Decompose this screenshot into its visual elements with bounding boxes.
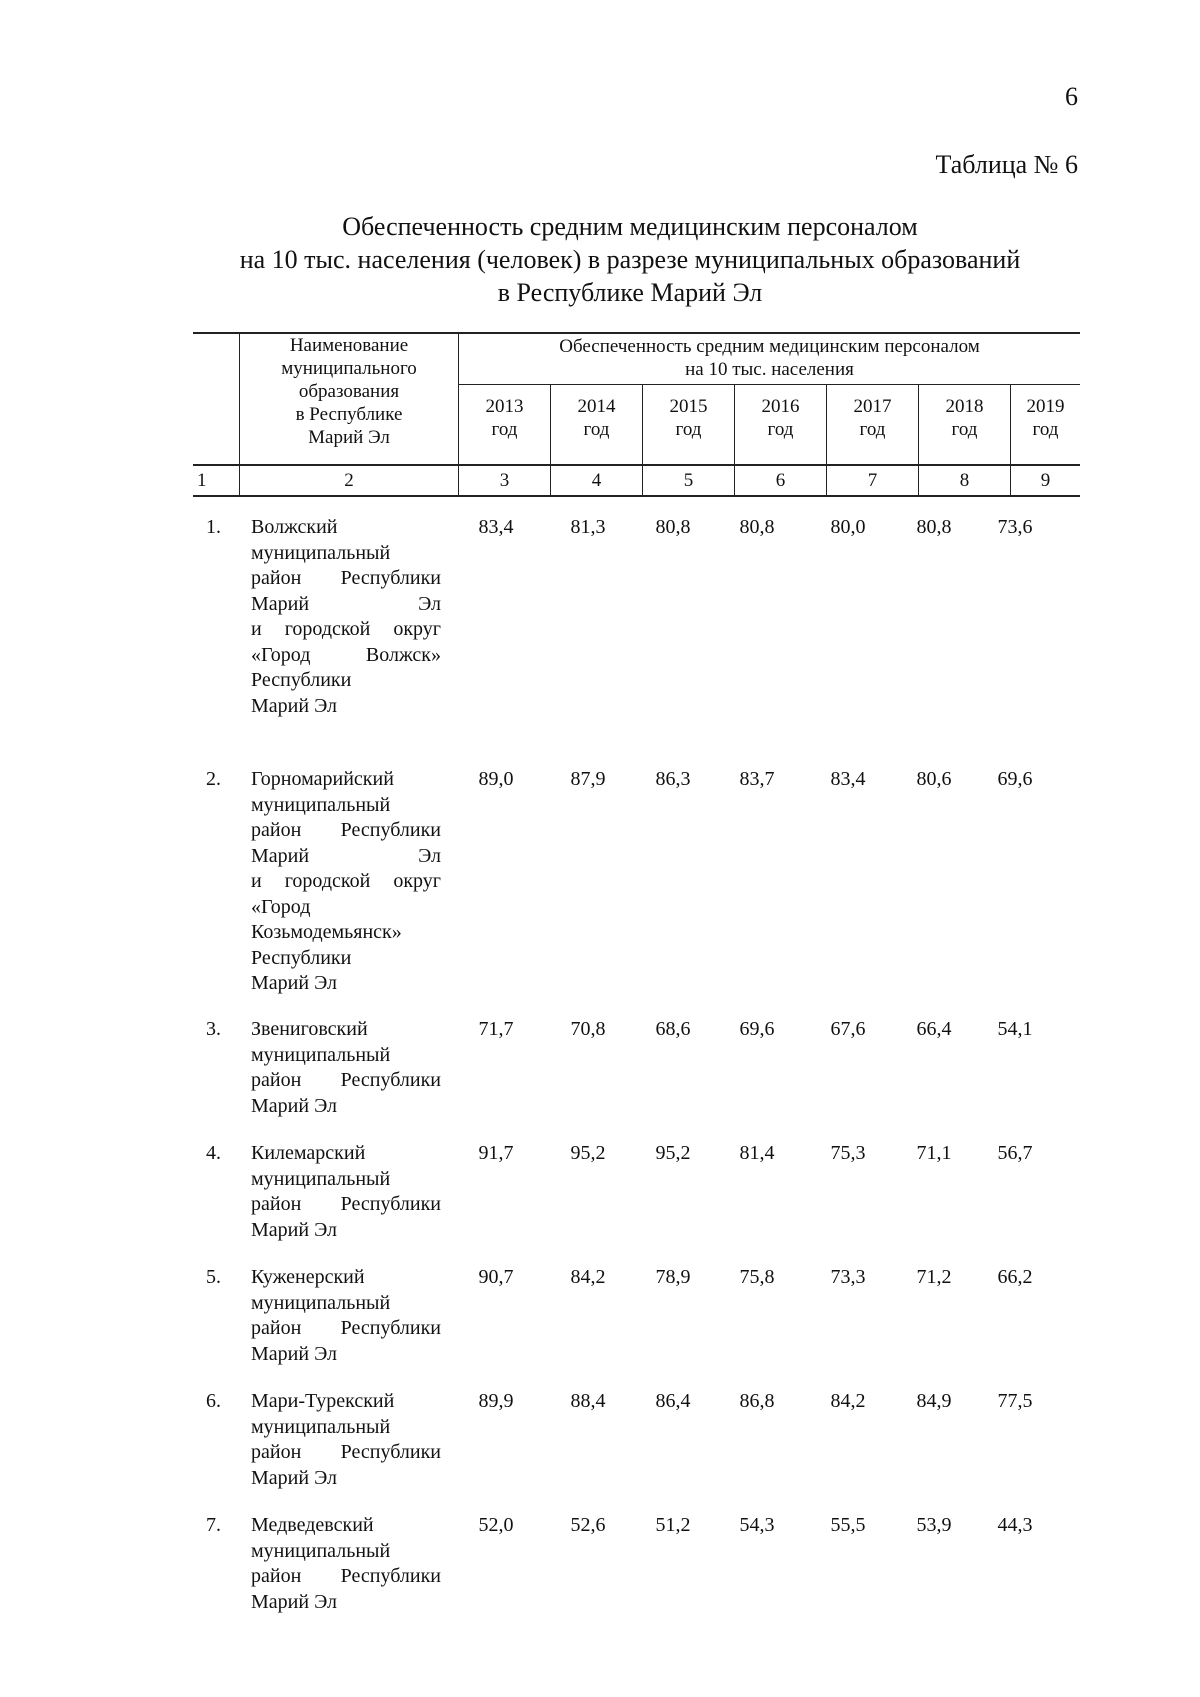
year-header: 2014 год (577, 396, 616, 440)
name-word: Республики (340, 1317, 441, 1339)
name-word: Звениговский (251, 1018, 368, 1040)
name-line (251, 946, 441, 972)
name-header-line: муниципального (281, 358, 417, 379)
row-number: 5. (206, 1266, 221, 1288)
table-label: Таблица № 6 (935, 150, 1078, 179)
name-line (251, 1167, 441, 1193)
col-number: 9 (1040, 470, 1051, 491)
name-line (251, 1192, 441, 1218)
name-word: район (251, 819, 302, 841)
name-word: муниципальный (251, 1539, 391, 1562)
name-line (251, 895, 441, 921)
value-cell: 73,3 (830, 1266, 866, 1288)
name-header-line: Наименование (289, 335, 409, 356)
name-line (251, 1068, 441, 1094)
municipality-name (251, 1513, 441, 1615)
name-header-line: образования (298, 381, 400, 402)
name-word: Республики (340, 819, 441, 841)
col-number: 3 (499, 470, 510, 491)
name-word: «Город (251, 643, 311, 666)
name-word: Республики (340, 1565, 441, 1587)
name-line (251, 1043, 441, 1069)
value-cell: 90,7 (478, 1266, 514, 1288)
year-header: 2015 год (669, 396, 708, 440)
year-header: 2017 год (853, 396, 892, 440)
name-line (251, 971, 441, 997)
name-word: муниципальный (251, 1415, 391, 1438)
value-cell: 66,2 (997, 1266, 1033, 1288)
value-cell: 71,7 (478, 1018, 514, 1040)
name-word: и (251, 618, 262, 640)
municipality-name (251, 1389, 441, 1491)
name-word: Марий (251, 592, 310, 615)
value-cell: 66,4 (916, 1018, 952, 1040)
value-cell: 77,5 (997, 1390, 1033, 1412)
value-cell: 56,7 (997, 1142, 1033, 1164)
name-word: Республики (340, 1193, 441, 1215)
value-cell: 83,7 (739, 768, 775, 790)
col-number-bottom-rule (193, 495, 1080, 497)
header-bottom-rule (193, 464, 1080, 466)
col-number: 1 (197, 470, 207, 491)
value-cell: 86,3 (655, 768, 691, 790)
name-word: Марий Эл (251, 1094, 337, 1117)
table-title (190, 210, 1070, 309)
name-line (251, 1415, 441, 1441)
row-number: 6. (206, 1390, 221, 1412)
value-cell: 84,2 (570, 1266, 606, 1288)
name-word: Марий Эл (251, 694, 337, 717)
value-cell: 67,6 (830, 1018, 866, 1040)
value-cell: 86,8 (739, 1390, 775, 1412)
value-cell: 87,9 (570, 768, 606, 790)
name-word: Медведевский (251, 1514, 374, 1536)
value-cell: 83,4 (830, 768, 866, 790)
name-word: Марий Эл (251, 1218, 337, 1241)
name-line (251, 668, 441, 694)
name-line (251, 1141, 441, 1167)
value-cell: 80,6 (916, 768, 952, 790)
col-number: 6 (775, 470, 786, 491)
name-word: Марий Эл (251, 1342, 337, 1365)
municipality-name (251, 1017, 441, 1119)
name-line (251, 1440, 441, 1466)
group-header-line: Обеспеченность средним медицинским персоналом (559, 336, 980, 357)
name-word: район (251, 1193, 302, 1215)
value-cell: 81,4 (739, 1142, 775, 1164)
row-number: 3. (206, 1018, 221, 1040)
value-cell: 73,6 (997, 516, 1033, 538)
value-cell: 53,9 (916, 1514, 952, 1536)
year-header: 2013 год (485, 396, 524, 440)
value-cell: 69,6 (997, 768, 1033, 790)
name-line (251, 844, 441, 870)
name-word: район (251, 567, 302, 589)
name-line (251, 1017, 441, 1043)
name-line (251, 694, 441, 720)
name-line (251, 1342, 441, 1368)
year-header: 2018 год (945, 396, 984, 440)
name-line (251, 1539, 441, 1565)
name-line (251, 1218, 441, 1244)
name-word: округ (393, 870, 441, 892)
name-word: муниципальный (251, 1167, 391, 1190)
name-line (251, 643, 441, 669)
name-line (251, 1265, 441, 1291)
value-cell: 89,9 (478, 1390, 514, 1412)
name-line (251, 920, 441, 946)
title-line: Обеспеченность средним медицинским персоналом (342, 212, 918, 241)
name-line (251, 1513, 441, 1539)
name-column-header (240, 334, 458, 449)
col-number: 8 (959, 470, 970, 491)
header-group-rule (458, 384, 1080, 385)
row-number: 4. (206, 1142, 221, 1164)
name-header-line: Марий Эл (308, 427, 390, 448)
col-number: 7 (867, 470, 878, 491)
value-cell: 84,2 (830, 1390, 866, 1412)
value-cell: 54,3 (739, 1514, 775, 1536)
row-number: 2. (206, 768, 221, 790)
value-cell: 95,2 (655, 1142, 691, 1164)
name-line (251, 566, 441, 592)
value-cell: 68,6 (655, 1018, 691, 1040)
name-line (251, 818, 441, 844)
col-number: 5 (683, 470, 694, 491)
municipality-name (251, 1265, 441, 1367)
name-word: округ (393, 618, 441, 640)
value-cell: 44,3 (997, 1514, 1033, 1536)
value-cell: 95,2 (570, 1142, 606, 1164)
name-word: Эл (418, 844, 441, 867)
name-word: район (251, 1441, 302, 1463)
name-word: Козьмодемьянск» (251, 921, 402, 943)
value-cell: 80,8 (739, 516, 775, 538)
table-header (193, 332, 1080, 497)
name-word: муниципальный (251, 541, 391, 564)
name-word: район (251, 1069, 302, 1091)
municipality-name (251, 515, 441, 719)
name-line (251, 1466, 441, 1492)
name-line (251, 515, 441, 541)
name-word: муниципальный (251, 1043, 391, 1066)
year-header: 2019 год (1026, 396, 1065, 440)
name-word: Марий Эл (251, 1590, 337, 1613)
value-cell: 75,8 (739, 1266, 775, 1288)
value-cell: 89,0 (478, 768, 514, 790)
name-word: Мари-Турекский (251, 1390, 395, 1412)
col-number: 2 (344, 470, 354, 491)
name-line (251, 1094, 441, 1120)
title-line: на 10 тыс. населения (человек) в разрезе муниципальных образований (239, 245, 1021, 274)
title-line: в Республике Марий Эл (497, 278, 763, 307)
name-line (251, 617, 441, 643)
name-word: Куженерский (251, 1266, 365, 1288)
value-cell: 51,2 (655, 1514, 691, 1536)
municipality-name (251, 1141, 441, 1243)
name-line (251, 767, 441, 793)
name-line (251, 869, 441, 895)
value-cell: 81,3 (570, 516, 606, 538)
value-cell: 55,5 (830, 1514, 866, 1536)
name-header-line: в Республике (295, 404, 403, 425)
name-word: Волжск» (365, 643, 441, 666)
name-word: Республики (251, 669, 352, 691)
group-header-line: на 10 тыс. населения (685, 359, 854, 380)
value-cell: 52,6 (570, 1514, 606, 1536)
year-header: 2016 год (761, 396, 800, 440)
value-cell: 83,4 (478, 516, 514, 538)
value-cell: 69,6 (739, 1018, 775, 1040)
value-cell: 80,8 (916, 516, 952, 538)
name-word: «Город (251, 895, 311, 918)
value-cell: 78,9 (655, 1266, 691, 1288)
name-word: Эл (418, 592, 441, 615)
row-number: 7. (206, 1514, 221, 1536)
name-line (251, 793, 441, 819)
value-cell: 71,2 (916, 1266, 952, 1288)
name-word: Марий Эл (251, 1466, 337, 1489)
name-word: городской (284, 870, 371, 892)
name-word: район (251, 1317, 302, 1339)
name-word: Килемарский (251, 1142, 366, 1164)
value-cell: 52,0 (478, 1514, 514, 1536)
name-word: район (251, 1565, 302, 1587)
name-line (251, 1564, 441, 1590)
row-number: 1. (206, 516, 221, 538)
value-cell: 80,8 (655, 516, 691, 538)
value-cell: 86,4 (655, 1390, 691, 1412)
value-cell: 71,1 (916, 1142, 952, 1164)
name-line (251, 592, 441, 618)
value-cell: 75,3 (830, 1142, 866, 1164)
name-line (251, 1389, 441, 1415)
name-word: Республики (251, 946, 352, 969)
name-word: муниципальный (251, 793, 391, 816)
name-line (251, 541, 441, 567)
value-cell: 54,1 (997, 1018, 1033, 1040)
group-column-header (459, 335, 1080, 381)
name-word: Республики (340, 567, 441, 589)
name-line (251, 1590, 441, 1616)
name-line (251, 1316, 441, 1342)
col-number: 4 (591, 470, 602, 491)
name-word: Горномарийский (251, 768, 394, 790)
value-cell: 70,8 (570, 1018, 606, 1040)
name-word: Республики (340, 1441, 441, 1463)
name-word: муниципальный (251, 1291, 391, 1314)
name-word: Марий (251, 844, 310, 867)
name-word: Республики (340, 1069, 441, 1091)
value-cell: 88,4 (570, 1390, 606, 1412)
value-cell: 84,9 (916, 1390, 952, 1412)
name-word: и (251, 870, 262, 892)
name-word: Волжский (251, 516, 338, 538)
name-word: Марий Эл (251, 972, 337, 994)
name-line (251, 1291, 441, 1317)
municipality-name (251, 767, 441, 997)
page-number: 6 (1065, 82, 1078, 111)
value-cell: 80,0 (830, 516, 866, 538)
value-cell: 91,7 (478, 1142, 514, 1164)
name-word: городской (284, 618, 371, 640)
